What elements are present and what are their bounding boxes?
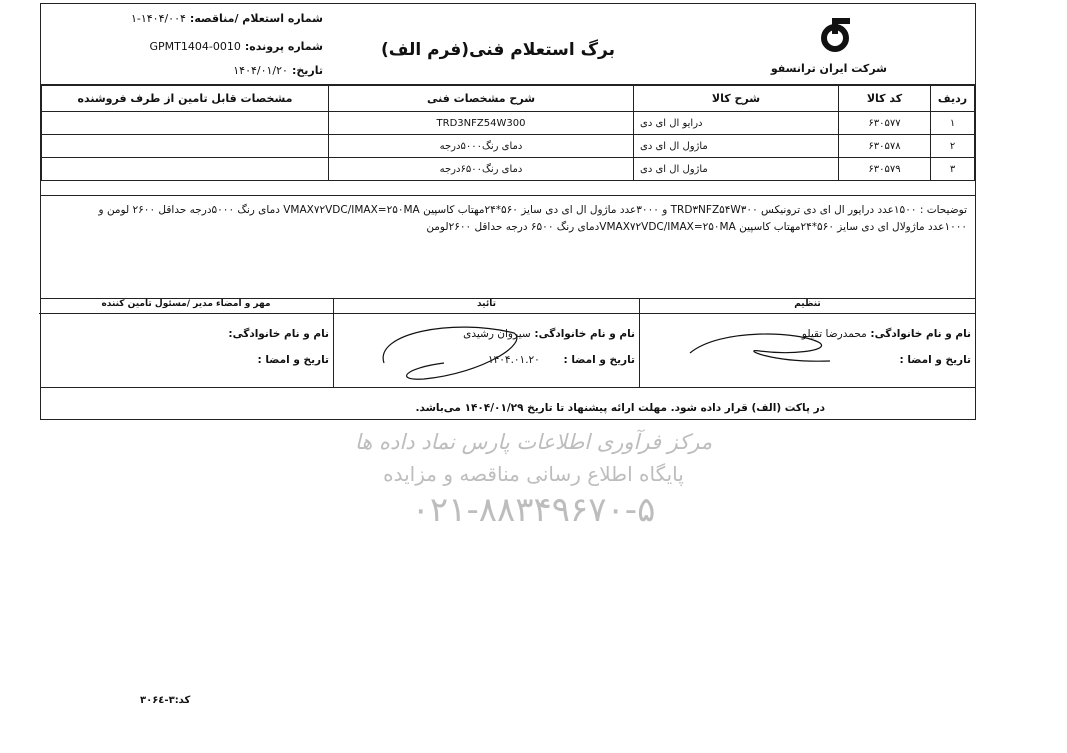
approve-name: نام و نام خانوادگی: سیروان رشیدی [463,328,635,340]
signature-section [41,299,975,387]
items-table [41,85,975,181]
vendor-spec [42,158,329,181]
vendor-spec [42,112,329,135]
document-code: کد:۳-۳۰۶٤ [140,695,191,706]
item-name: ماژول ال ای دی [634,135,839,158]
submission-note: در پاکت (الف) قرار داده شود. مهلت ارائه پیشنهاد تا تاریخ ۱۴۰۴/۰۱/۲۹ می‌باشد. [41,387,975,421]
item-code: ۶۳۰۵۷۷ [839,112,931,135]
form-date: تاریخ:۱۴۰۴/۰۱/۲۰ [233,64,323,77]
item-spec: TRD3NFZ54W300 [329,112,634,135]
item-code: ۶۳۰۵۷۸ [839,135,931,158]
vendor-column [39,299,333,387]
table-row [42,158,975,181]
col-header-vendor-spec: مشخصات قابل تامین از طرف فروشنده [42,86,329,112]
signature-approve-icon [364,313,534,385]
watermark-phone: ۰۲۱-۸۸۳۴۹۶۷۰-۵ [411,490,656,530]
watermark-line: پایگاه اطلاع رسانی مناقصه و مزایده [383,462,684,486]
table-row [42,112,975,135]
description-line: توضیحات : ۱۵۰۰عدد درایور ال ای دی ترونیکس TRD۳NFZ۵۴W۳۰۰ و ۳۰۰۰عدد ماژول ال ای دی سایز ۵۶۰*۲۴مهتاب کاسپین VMAX۷۲VDC/IMAX=۲۵۰MA دمای رنگ ۵۰۰۰درجه حداقل ۲۶۰۰ لومن و [98,204,967,216]
signature-prepare-icon [680,323,850,378]
prepare-column [639,299,975,387]
prepare-name: نام و نام خانوادگی: محمدرضا تقیلو [801,328,971,340]
company-name: شرکت ایران ترانسفو [770,62,887,75]
item-name: درایو ال ای دی [634,112,839,135]
row-no: ۳ [931,158,975,181]
approve-heading: تائید [334,299,639,314]
row-no: ۲ [931,135,975,158]
prepare-date: تاریخ و امضا : [899,354,971,366]
description-box [41,195,975,299]
vendor-heading: مهر و امضاء مدیر /مسئول تامین کننده [39,299,333,314]
vendor-name: نام و نام خانوادگی: [228,328,329,340]
company-logo-icon [817,14,857,54]
col-header-row-no: ردیف [931,86,975,112]
file-number: شماره پرونده:GPMT1404-0010 [149,40,323,53]
inquiry-number: شماره استعلام /مناقصه:۱۴۰۴/۰۰۴-۱ [130,12,323,25]
row-no: ۱ [931,112,975,135]
col-header-tech-spec: شرح مشخصات فنی [329,86,634,112]
form-title: برگ استعلام فنی(فرم الف) [381,40,615,60]
table-row [42,135,975,158]
approve-column [333,299,639,387]
watermark-line: مرکز فرآوری اطلاعات پارس نماد داده ها [354,430,713,454]
item-spec: دمای رنگ۶۵۰۰درجه [329,158,634,181]
vendor-spec [42,135,329,158]
vendor-date: تاریخ و امضا : [257,354,329,366]
inquiry-form [40,3,976,420]
col-header-item-code: کد کالا [839,86,931,112]
item-name: ماژول ال ای دی [634,158,839,181]
watermark [0,430,1067,530]
col-header-item-desc: شرح کالا [634,86,839,112]
description-line: ۱۰۰۰عدد ماژولال ای دی سایز ۵۶۰*۲۴مهتاب کاسپین VMAX۷۲VDC/IMAX=۲۵۰MAدمای رنگ ۶۵۰۰ درجه حداقل ۲۶۰۰لومن [426,221,967,233]
approve-date: تاریخ و امضا : ۱۴۰۴.۰۱.۲۰ [488,354,635,366]
item-code: ۶۳۰۵۷۹ [839,158,931,181]
table-header-row [42,86,975,112]
form-header [41,4,975,85]
item-spec: دمای رنگ۵۰۰۰درجه [329,135,634,158]
prepare-heading: تنظیم [640,299,975,314]
